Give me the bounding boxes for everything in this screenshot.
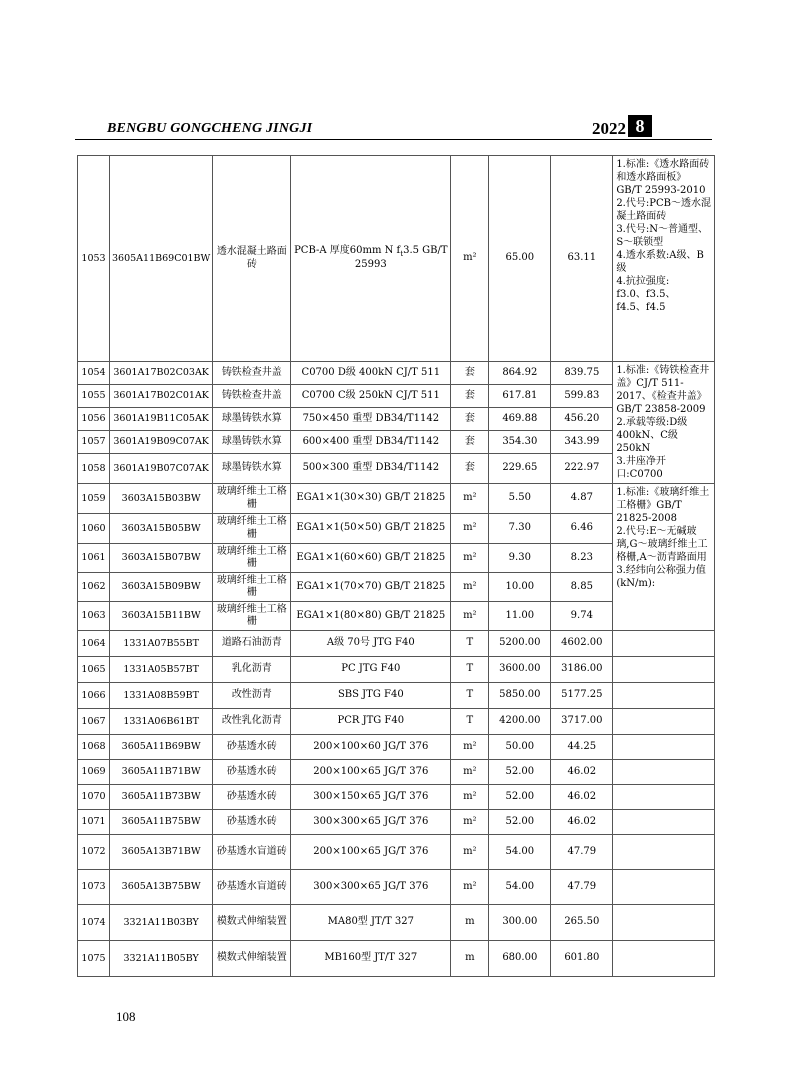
material-code: 3601A19B07C07AK [110, 454, 213, 484]
price-tax-included: 7.30 [489, 514, 551, 544]
price-tax-excluded: 8.23 [551, 544, 613, 573]
price-tax-included: 3600.00 [489, 657, 551, 683]
material-name: 透水混凝土路面砖 [213, 156, 291, 362]
price-tax-included: 54.00 [489, 870, 551, 905]
material-spec: PC JTG F40 [291, 657, 451, 683]
price-tax-included: 52.00 [489, 760, 551, 785]
table-row [78, 631, 715, 657]
material-name: 玻璃纤维土工格栅 [213, 602, 291, 631]
material-code: 3601A17B02C01AK [110, 385, 213, 408]
material-name: 乳化沥青 [213, 657, 291, 683]
unit: 套 [451, 408, 489, 431]
material-code: 3603A15B05BW [110, 514, 213, 544]
material-code: 3605A13B71BW [110, 835, 213, 870]
unit: m² [451, 602, 489, 631]
price-tax-included: 5850.00 [489, 683, 551, 709]
remark: 1.标准:《玻璃纤维土工格栅》GB/T 21825-2008 2.代号:E～无碱玻璃,G～玻璃纤维土工格栅,A～沥青路面用 3.经纬向公称强力值(kN/m): [613, 484, 715, 631]
price-tax-excluded: 8.85 [551, 573, 613, 602]
row-number: 1056 [78, 408, 110, 431]
row-number: 1054 [78, 362, 110, 385]
material-spec: 200×100×65 JG/T 376 [291, 835, 451, 870]
remark-empty [613, 810, 715, 835]
unit: m² [451, 573, 489, 602]
row-number: 1065 [78, 657, 110, 683]
material-code: 3603A15B07BW [110, 544, 213, 573]
row-number: 1073 [78, 870, 110, 905]
unit: m² [451, 870, 489, 905]
table-row [78, 709, 715, 735]
header-rule [75, 139, 712, 140]
material-code: 3601A19B09C07AK [110, 431, 213, 454]
table-row [78, 905, 715, 941]
table-row [78, 941, 715, 977]
row-number: 1067 [78, 709, 110, 735]
material-name: 球墨铸铁水算 [213, 431, 291, 454]
material-name: 砂基透水盲道砖 [213, 870, 291, 905]
material-spec: 600×400 重型 DB34/T1142 [291, 431, 451, 454]
price-tax-included: 11.00 [489, 602, 551, 631]
price-tax-excluded: 47.79 [551, 835, 613, 870]
row-number: 1071 [78, 810, 110, 835]
unit: m [451, 941, 489, 977]
row-number: 1059 [78, 484, 110, 514]
unit: m² [451, 514, 489, 544]
material-spec: 300×150×65 JG/T 376 [291, 785, 451, 810]
remark-empty [613, 870, 715, 905]
row-number: 1064 [78, 631, 110, 657]
material-code: 3601A17B02C03AK [110, 362, 213, 385]
unit: m² [451, 810, 489, 835]
unit: T [451, 683, 489, 709]
price-tax-included: 52.00 [489, 810, 551, 835]
material-name: 砂基透水砖 [213, 785, 291, 810]
price-tax-excluded: 343.99 [551, 431, 613, 454]
price-tax-excluded: 3186.00 [551, 657, 613, 683]
material-name: 砂基透水盲道砖 [213, 835, 291, 870]
material-spec: EGA1×1(70×70) GB/T 21825 [291, 573, 451, 602]
table-row [78, 810, 715, 835]
price-tax-included: 4200.00 [489, 709, 551, 735]
unit: m² [451, 760, 489, 785]
remark-empty [613, 735, 715, 760]
material-spec: 300×300×65 JG/T 376 [291, 870, 451, 905]
material-code: 3601A19B11C05AK [110, 408, 213, 431]
material-name: 玻璃纤维土工格栅 [213, 573, 291, 602]
price-tax-excluded: 222.97 [551, 454, 613, 484]
remark: 1.标准:《铸铁检查井盖》CJ/T 511-2017、《检查井盖》GB/T 23858-2009 2.承载等级:D级400kN、C级250kN 3.井座净开口:C0700 [613, 362, 715, 484]
row-number: 1068 [78, 735, 110, 760]
material-code: 3321A11B03BY [110, 905, 213, 941]
price-tax-included: 5200.00 [489, 631, 551, 657]
price-tax-excluded: 46.02 [551, 760, 613, 785]
material-spec: EGA1×1(30×30) GB/T 21825 [291, 484, 451, 514]
material-name: 道路石油沥青 [213, 631, 291, 657]
material-code: 1331A06B61BT [110, 709, 213, 735]
material-code: 3321A11B05BY [110, 941, 213, 977]
year: 2022 [592, 119, 626, 138]
material-name: 砂基透水砖 [213, 810, 291, 835]
row-number: 1074 [78, 905, 110, 941]
material-code: 3603A15B11BW [110, 602, 213, 631]
row-number: 1062 [78, 573, 110, 602]
price-tax-excluded: 3717.00 [551, 709, 613, 735]
row-number: 1069 [78, 760, 110, 785]
unit: m² [451, 484, 489, 514]
spec-rest: 3.5 GB/T 25993 [354, 245, 448, 271]
unit: 套 [451, 362, 489, 385]
material-spec: EGA1×1(60×60) GB/T 21825 [291, 544, 451, 573]
remark: 1.标准:《透水路面砖和透水路面板》GB/T 25993-2010 2.代号:PCB～透水混凝土路面砖 3.代号:N～普通型、S～联锁型 4.透水系数:A级、B级 4.抗拉强度: f3.0、f3.5、 f4.5、f4.5 [613, 156, 715, 362]
unit: T [451, 709, 489, 735]
material-spec: EGA1×1(80×80) GB/T 21825 [291, 602, 451, 631]
unit: m² [451, 156, 489, 362]
table-row [78, 156, 715, 362]
unit: T [451, 657, 489, 683]
price-tax-excluded: 4602.00 [551, 631, 613, 657]
table-row [78, 760, 715, 785]
table-row [78, 785, 715, 810]
spec-sub: t [400, 250, 404, 259]
row-number: 1055 [78, 385, 110, 408]
price-tax-included: 864.92 [489, 362, 551, 385]
price-tax-excluded: 265.50 [551, 905, 613, 941]
row-number: 1058 [78, 454, 110, 484]
spec-main: PCB-A 厚度60mm N f [294, 245, 401, 257]
material-spec: MA80型 JT/T 327 [291, 905, 451, 941]
remark-empty [613, 709, 715, 735]
price-tax-excluded: 839.75 [551, 362, 613, 385]
table-row [78, 735, 715, 760]
table-row [78, 683, 715, 709]
material-name: 砂基透水砖 [213, 735, 291, 760]
table-row [78, 835, 715, 870]
price-tax-excluded: 4.87 [551, 484, 613, 514]
row-number: 1072 [78, 835, 110, 870]
unit: m [451, 905, 489, 941]
material-name: 玻璃纤维土工格栅 [213, 544, 291, 573]
material-code: 1331A08B59BT [110, 683, 213, 709]
price-tax-excluded: 5177.25 [551, 683, 613, 709]
row-number: 1075 [78, 941, 110, 977]
material-code: 3603A15B09BW [110, 573, 213, 602]
price-tax-included: 680.00 [489, 941, 551, 977]
material-spec [291, 156, 451, 362]
material-code: 3605A11B73BW [110, 785, 213, 810]
material-spec: A级 70号 JTG F40 [291, 631, 451, 657]
row-number: 1060 [78, 514, 110, 544]
price-tax-excluded: 601.80 [551, 941, 613, 977]
row-number: 1061 [78, 544, 110, 573]
price-tax-excluded: 9.74 [551, 602, 613, 631]
price-tax-excluded: 44.25 [551, 735, 613, 760]
remark-empty [613, 941, 715, 977]
row-number: 1053 [78, 156, 110, 362]
price-tax-included: 300.00 [489, 905, 551, 941]
row-number: 1057 [78, 431, 110, 454]
material-name: 球墨铸铁水算 [213, 454, 291, 484]
price-tax-included: 65.00 [489, 156, 551, 362]
material-code: 3605A11B69C01BW [110, 156, 213, 362]
unit: m² [451, 544, 489, 573]
journal-title: BENGBU GONGCHENG JINGJI [107, 121, 313, 136]
price-tax-included: 354.30 [489, 431, 551, 454]
price-tax-included: 469.88 [489, 408, 551, 431]
material-name: 模数式伸缩装置 [213, 905, 291, 941]
material-spec: C0700 D级 400kN CJ/T 511 [291, 362, 451, 385]
remark-empty [613, 657, 715, 683]
remark-empty [613, 683, 715, 709]
table-row [78, 484, 715, 514]
material-spec: C0700 C级 250kN CJ/T 511 [291, 385, 451, 408]
remark-empty [613, 785, 715, 810]
price-tax-included: 50.00 [489, 735, 551, 760]
material-spec: 200×100×60 JG/T 376 [291, 735, 451, 760]
unit: 套 [451, 454, 489, 484]
price-tax-included: 10.00 [489, 573, 551, 602]
material-spec: SBS JTG F40 [291, 683, 451, 709]
material-spec: MB160型 JT/T 327 [291, 941, 451, 977]
row-number: 1066 [78, 683, 110, 709]
table-row [78, 657, 715, 683]
material-spec: 750×450 重型 DB34/T1142 [291, 408, 451, 431]
material-name: 改性乳化沥青 [213, 709, 291, 735]
unit: T [451, 631, 489, 657]
remark-empty [613, 905, 715, 941]
material-spec: 500×300 重型 DB34/T1142 [291, 454, 451, 484]
price-tax-excluded: 456.20 [551, 408, 613, 431]
material-spec: EGA1×1(50×50) GB/T 21825 [291, 514, 451, 544]
material-name: 铸铁检查井盖 [213, 362, 291, 385]
page-number: 108 [116, 1009, 136, 1024]
material-code: 3603A15B03BW [110, 484, 213, 514]
price-tax-included: 9.30 [489, 544, 551, 573]
price-tax-excluded: 46.02 [551, 785, 613, 810]
price-tax-excluded: 46.02 [551, 810, 613, 835]
material-name: 铸铁检查井盖 [213, 385, 291, 408]
material-name: 改性沥青 [213, 683, 291, 709]
material-name: 玻璃纤维土工格栅 [213, 484, 291, 514]
material-code: 3605A13B75BW [110, 870, 213, 905]
material-name: 玻璃纤维土工格栅 [213, 514, 291, 544]
unit: m² [451, 785, 489, 810]
table-row [78, 362, 715, 385]
unit: m² [451, 735, 489, 760]
unit: m² [451, 835, 489, 870]
row-number: 1063 [78, 602, 110, 631]
remark-empty [613, 835, 715, 870]
unit: 套 [451, 431, 489, 454]
price-tax-excluded: 6.46 [551, 514, 613, 544]
unit: 套 [451, 385, 489, 408]
material-name: 球墨铸铁水算 [213, 408, 291, 431]
remark-empty [613, 631, 715, 657]
material-name: 砂基透水砖 [213, 760, 291, 785]
price-tax-included: 5.50 [489, 484, 551, 514]
table-row [78, 870, 715, 905]
remark-empty [613, 760, 715, 785]
price-tax-included: 54.00 [489, 835, 551, 870]
price-tax-included: 229.65 [489, 454, 551, 484]
material-code: 3605A11B75BW [110, 810, 213, 835]
material-spec: 300×300×65 JG/T 376 [291, 810, 451, 835]
price-tax-included: 617.81 [489, 385, 551, 408]
price-tax-excluded: 47.79 [551, 870, 613, 905]
material-spec: PCR JTG F40 [291, 709, 451, 735]
price-tax-excluded: 599.83 [551, 385, 613, 408]
price-tax-included: 52.00 [489, 785, 551, 810]
row-number: 1070 [78, 785, 110, 810]
material-code: 1331A07B55BT [110, 631, 213, 657]
price-table [77, 155, 715, 977]
issue-number: 8 [628, 115, 652, 137]
material-spec: 200×100×65 JG/T 376 [291, 760, 451, 785]
material-code: 3605A11B69BW [110, 735, 213, 760]
material-code: 1331A05B57BT [110, 657, 213, 683]
price-tax-excluded: 63.11 [551, 156, 613, 362]
material-name: 模数式伸缩装置 [213, 941, 291, 977]
material-code: 3605A11B71BW [110, 760, 213, 785]
